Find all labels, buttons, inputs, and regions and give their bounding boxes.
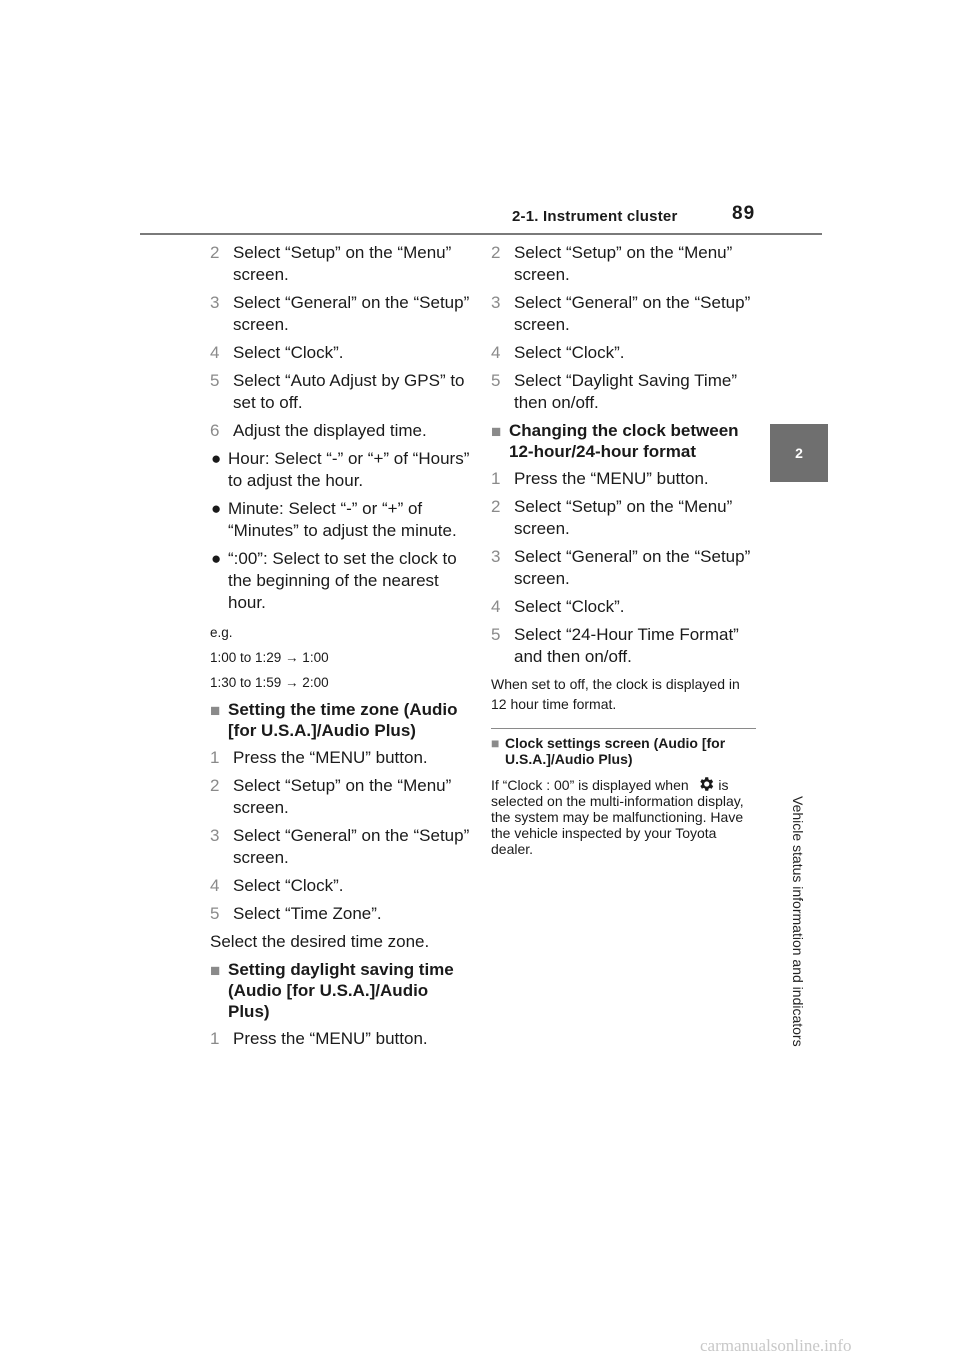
step: 5 Select “Time Zone”. xyxy=(210,904,382,923)
info-body: If “Clock : 00” is displayed when is selected on the multi-information display, the system may be malfunctioning. Have the vehicle inspected by your Toyota dealer. xyxy=(491,777,744,857)
example-line: 1:00 to 1:29 → 1:00 xyxy=(210,650,329,665)
step: 6 Adjust the displayed time. xyxy=(210,421,427,440)
header-section-title: 2-1. Instrument cluster xyxy=(512,208,678,225)
step: 2 Select “Setup” on the “Menu” screen. xyxy=(210,243,452,284)
step: 1 Press the “MENU” button. xyxy=(491,469,709,488)
bullet-item: ● “:00”: Select to set the clock to the beginning of the nearest hour. xyxy=(211,549,457,612)
section-heading: ■ Setting daylight saving time (Audio [for U.S.A.]/Audio Plus) xyxy=(210,960,454,1021)
right-column xyxy=(491,242,756,857)
gear-icon xyxy=(697,775,715,793)
step: 2 Select “Setup” on the “Menu” screen. xyxy=(210,776,452,817)
info-divider xyxy=(491,728,756,729)
step: 4 Select “Clock”. xyxy=(491,343,625,362)
bullet-item: ● Minute: Select “-” or “+” of “Minutes” to adjust the minute. xyxy=(211,499,457,540)
example-label: e.g. xyxy=(210,625,233,640)
step: 5 Select “Daylight Saving Time” then on/off. xyxy=(491,371,737,412)
step: 4 Select “Clock”. xyxy=(210,876,344,895)
step: 2 Select “Setup” on the “Menu” screen. xyxy=(491,243,733,284)
step: 1 Press the “MENU” button. xyxy=(210,748,428,767)
step: 4 Select “Clock”. xyxy=(210,343,344,362)
step: 5 Select “Auto Adjust by GPS” to set to off. xyxy=(210,371,465,412)
step: 5 Select “24-Hour Time Format” and then on/off. xyxy=(491,625,739,666)
header-rule xyxy=(140,233,822,235)
info-heading: ■ Clock settings screen (Audio [for U.S.A.]/Audio Plus) xyxy=(491,735,726,767)
step: 3 Select “General” on the “Setup” screen. xyxy=(491,293,751,334)
chapter-tab: 2 xyxy=(770,424,828,482)
example-line: 1:30 to 1:59 → 2:00 xyxy=(210,675,329,690)
chapter-side-title: Vehicle status information and indicators xyxy=(790,796,806,1047)
step: 3 Select “General” on the “Setup” screen. xyxy=(210,293,470,334)
page-number: 89 xyxy=(732,203,756,224)
format-note: When set to off, the clock is displayed in 12 hour time format. xyxy=(491,676,740,712)
step: 1 Press the “MENU” button. xyxy=(210,1029,428,1048)
bullet-item: ● Hour: Select “-” or “+” of “Hours” to adjust the hour. xyxy=(211,449,470,490)
watermark: carmanualsonline.info xyxy=(700,1336,852,1355)
step: 2 Select “Setup” on the “Menu” screen. xyxy=(491,497,733,538)
left-column xyxy=(210,242,472,1056)
section-heading: ■ Setting the time zone (Audio [for U.S.A.]/Audio Plus) xyxy=(210,700,458,740)
step: 4 Select “Clock”. xyxy=(491,597,625,616)
section-heading: ■ Changing the clock between 12-hour/24-hour format xyxy=(491,421,739,461)
paragraph: Select the desired time zone. xyxy=(210,932,430,951)
step: 3 Select “General” on the “Setup” screen. xyxy=(210,826,470,867)
step: 3 Select “General” on the “Setup” screen. xyxy=(491,547,751,588)
